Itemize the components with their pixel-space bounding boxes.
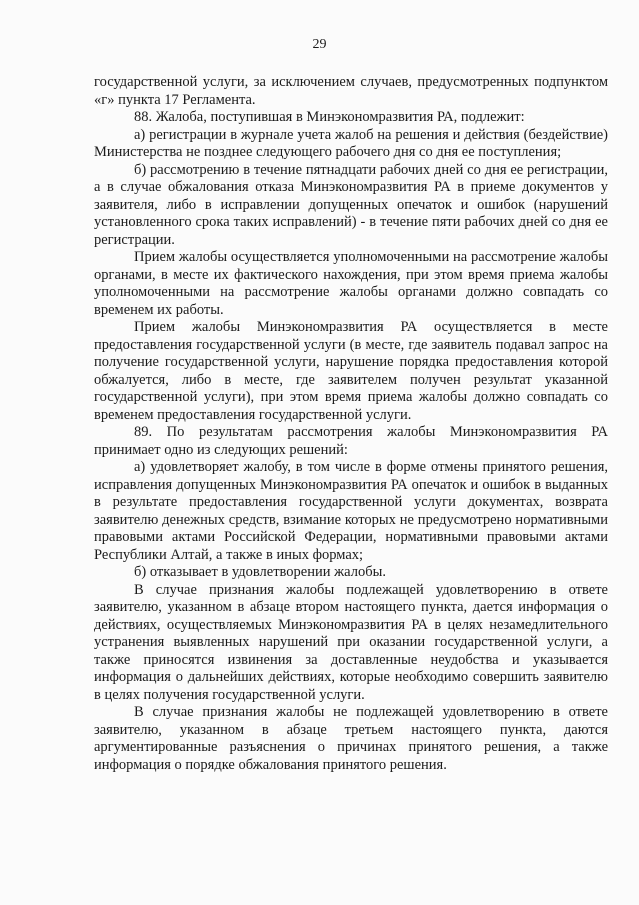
paragraph-unsatisfied-response: В случае признания жалобы не подлежащей удовлетворению в ответе заявителю, указанном в абзаце третьем настоящего пункта, даются аргументированные разъяснения о причинах принятого решения, а также информация о порядке обжалования принятого решения. <box>94 704 608 773</box>
paragraph-reception-authorized: Прием жалобы осуществляется уполномоченными на рассмотрение жалобы органами, в месте их фактического нахождения, при этом время приема жалобы уполномоченными на рассмотрение жалобы органами должно совпадать со временем их работы. <box>94 249 608 318</box>
paragraph-satisfied-response: В случае признания жалобы подлежащей удовлетворению в ответе заявителю, указанном в абзаце втором настоящего пункта, дается информация о действиях, осуществляемых Минэкономразвития РА в целях незамедлительного устранения выявленных нарушений при оказании государственной услуги, а также приносятся извинения за доставленные неудобства и указывается информация о дальнейших действиях, которые необходимо совершить заявителю в целях получения государственной услуги. <box>94 581 608 703</box>
page-number: 29 <box>312 37 327 52</box>
paragraph-decision-a-satisfy: а) удовлетворяет жалобу, в том числе в форме отмены принятого решения, исправления допущенных Минэкономразвития РА опечаток и ошибок в выданных в результате предоставления государственной услуги документах, возврата заявителю денежных средств, взимание которых не предусмотрено нормативными правовыми актами Российской Федерации, нормативными правовыми актами Республики Алтай, а также в иных формах; <box>94 459 608 563</box>
paragraph-subitem-b-review: б) рассмотрению в течение пятнадцати рабочих дней со дня ее регистрации, а в случае обжалования отказа Минэкономразвития РА в приеме документов у заявителя, либо в исправлении допущенных опечаток и ошибок (нарушений установленного срока таких исправлений) - в течение пяти рабочих дней со дня ее регистрации. <box>94 161 608 248</box>
paragraph-item-89: 89. По результатам рассмотрения жалобы Минэкономразвития РА принимает одно из следующих решений: <box>94 424 608 458</box>
document-body <box>94 74 608 774</box>
paragraph-continuation: государственной услуги, за исключением случаев, предусмотренных подпунктом «г» пункта 17 Регламента. <box>94 74 608 108</box>
paragraph-subitem-a-registration: а) регистрации в журнале учета жалоб на решения и действия (бездействие) Министерства не позднее следующего рабочего дня со дня ее поступления; <box>94 126 608 160</box>
paragraph-item-88: 88. Жалоба, поступившая в Минэкономразвития РА, подлежит: <box>134 109 525 125</box>
paragraph-reception-ministry: Прием жалобы Минэкономразвития РА осуществляется в месте предоставления государственной услуги (в месте, где заявитель подавал запрос на получение государственной услуги, нарушение порядка предоставления которой обжалуется, либо в месте, где заявителем получен результат указанной государственной услуги), при этом время приема жалобы должно совпадать со временем предоставления государственной услуги. <box>94 319 608 423</box>
paragraph-decision-b-refuse: б) отказывает в удовлетворении жалобы. <box>134 564 386 580</box>
